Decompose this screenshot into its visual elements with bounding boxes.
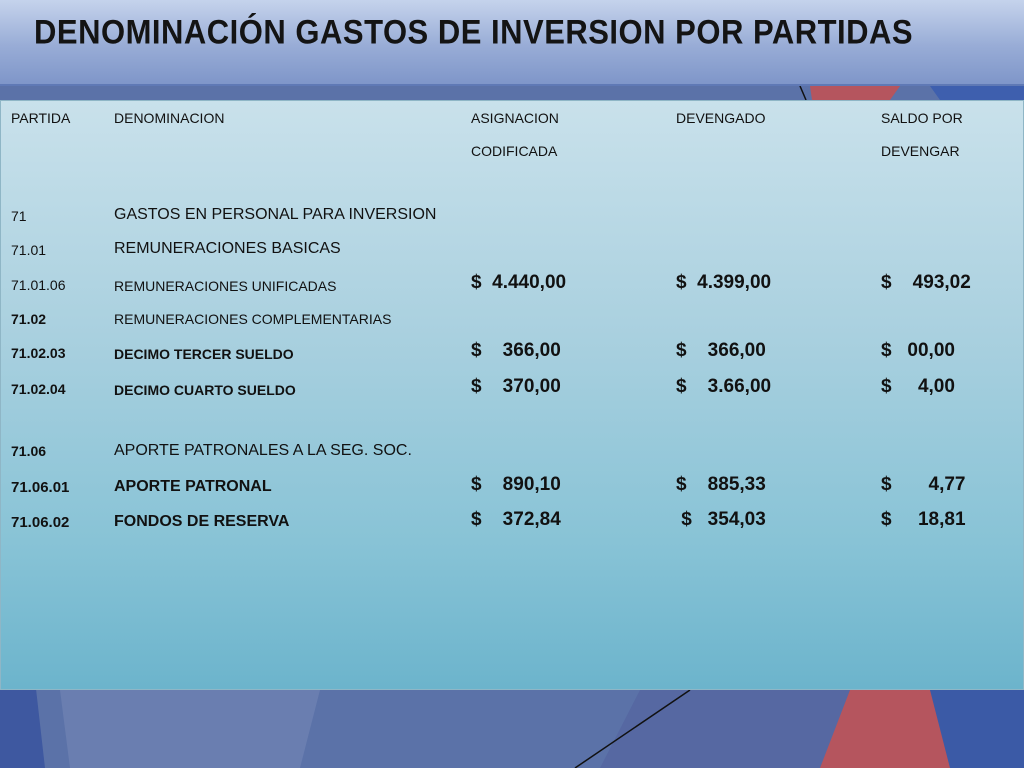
- row-name: REMUNERACIONES BASICAS: [114, 240, 341, 257]
- row-name: REMUNERACIONES COMPLEMENTARIAS: [114, 311, 392, 327]
- row-code: 71.06.01: [11, 479, 70, 496]
- row-devengado: $ 4.399,00: [676, 272, 772, 293]
- row-code: 71.01.06: [11, 277, 66, 293]
- row-devengado: $ 3.66,00: [676, 376, 772, 397]
- row-asignacion: $ 370,00: [471, 376, 561, 397]
- row-code: 71.06: [11, 443, 47, 459]
- row-name: DECIMO TERCER SUELDO: [114, 346, 294, 362]
- row-saldo: $ 493,02: [881, 272, 971, 293]
- row-saldo: $ 4,00: [881, 376, 955, 397]
- row-asignacion: $ 890,10: [471, 474, 561, 495]
- title-bar: [0, 0, 1024, 86]
- row-devengado: $ 366,00: [676, 340, 766, 361]
- row-name: FONDOS DE RESERVA: [114, 513, 290, 530]
- row-name: GASTOS EN PERSONAL PARA INVERSION: [114, 206, 437, 223]
- header-saldo: SALDO POR: [881, 110, 963, 126]
- row-name: DECIMO CUARTO SUELDO: [114, 382, 296, 398]
- row-code: 71.01: [11, 242, 47, 258]
- row-asignacion: $ 4.440,00: [471, 272, 567, 293]
- row-saldo: $ 00,00: [881, 340, 955, 361]
- header-denominacion: DENOMINACION: [114, 110, 225, 126]
- row-code: 71: [11, 208, 27, 224]
- header-partida: PARTIDA: [11, 110, 71, 126]
- row-name: APORTE PATRONAL: [114, 478, 272, 495]
- row-name: APORTE PATRONALES A LA SEG. SOC.: [114, 442, 412, 459]
- row-devengado: $ 885,33: [676, 474, 766, 495]
- row-code: 71.02.04: [11, 381, 66, 397]
- row-devengado: $ 354,03: [676, 509, 766, 530]
- row-asignacion: $ 372,84: [471, 509, 561, 530]
- header-asignacion-2: CODIFICADA: [471, 143, 558, 159]
- header-devengado: DEVENGADO: [676, 110, 766, 126]
- row-saldo: $ 18,81: [881, 509, 966, 530]
- header-saldo-2: DEVENGAR: [881, 143, 960, 159]
- row-asignacion: $ 366,00: [471, 340, 561, 361]
- page-title: DENOMINACIÓN GASTOS DE INVERSION POR PARTIDAS: [34, 12, 914, 52]
- budget-table: [0, 100, 1024, 690]
- row-code: 71.06.02: [11, 514, 70, 531]
- row-name: REMUNERACIONES UNIFICADAS: [114, 278, 337, 294]
- header-asignacion: ASIGNACION: [471, 110, 559, 126]
- row-code: 71.02.03: [11, 345, 66, 361]
- row-saldo: $ 4,77: [881, 474, 966, 495]
- row-code: 71.02: [11, 311, 47, 327]
